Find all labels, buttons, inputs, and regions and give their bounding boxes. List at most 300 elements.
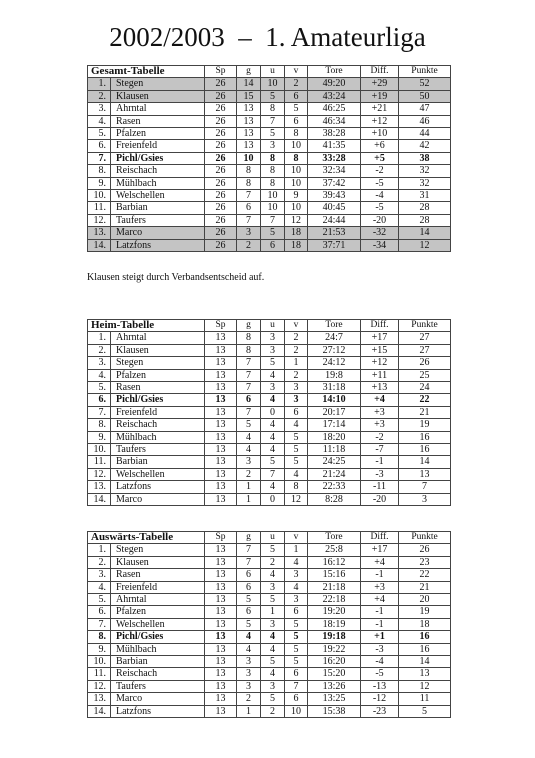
won-cell: 7	[237, 382, 261, 394]
goals-cell: 22:33	[308, 481, 361, 493]
diff-cell: +4	[361, 394, 399, 406]
drawn-cell: 4	[261, 369, 285, 381]
table-row	[88, 468, 451, 480]
team-cell: Stegen	[111, 78, 205, 90]
table-row	[88, 693, 451, 705]
drawn-cell: 0	[261, 406, 285, 418]
played-cell: 26	[205, 239, 237, 251]
team-cell: Reischach	[111, 419, 205, 431]
rank-cell: 11.	[88, 202, 111, 214]
table-row	[88, 594, 451, 606]
won-cell: 1	[237, 481, 261, 493]
played-cell: 13	[205, 705, 237, 717]
diff-cell: -2	[361, 165, 399, 177]
team-cell: Reischach	[111, 165, 205, 177]
lost-cell: 6	[285, 406, 308, 418]
played-cell: 13	[205, 456, 237, 468]
table-row	[88, 431, 451, 443]
team-cell: Freienfeld	[111, 581, 205, 593]
team-cell: Pichl/Gsies	[111, 631, 205, 643]
diff-cell: +11	[361, 369, 399, 381]
rank-cell: 14.	[88, 239, 111, 251]
team-cell: Stegen	[111, 357, 205, 369]
table-row	[88, 668, 451, 680]
drawn-cell: 10	[261, 202, 285, 214]
table-row	[88, 332, 451, 344]
won-cell: 6	[237, 581, 261, 593]
diff-cell: -12	[361, 693, 399, 705]
lost-cell: 8	[285, 128, 308, 140]
points-cell: 13	[399, 468, 451, 480]
points-cell: 27	[399, 344, 451, 356]
goals-cell: 24:25	[308, 456, 361, 468]
table-row	[88, 202, 451, 214]
team-cell: Mühlbach	[111, 431, 205, 443]
lost-cell: 5	[285, 656, 308, 668]
team-cell: Latzfons	[111, 481, 205, 493]
team-cell: Reischach	[111, 668, 205, 680]
played-cell: 13	[205, 569, 237, 581]
drawn-cell: 3	[261, 332, 285, 344]
played-cell: 13	[205, 357, 237, 369]
heim-table	[87, 319, 451, 506]
won-cell: 6	[237, 569, 261, 581]
won-cell: 8	[237, 165, 261, 177]
won-cell: 13	[237, 103, 261, 115]
diff-cell: +6	[361, 140, 399, 152]
played-cell: 13	[205, 406, 237, 418]
rank-cell: 7.	[88, 618, 111, 630]
points-cell: 31	[399, 190, 451, 202]
rank-cell: 5.	[88, 382, 111, 394]
column-header: Diff.	[361, 532, 399, 544]
diff-cell: -20	[361, 214, 399, 226]
drawn-cell: 4	[261, 394, 285, 406]
drawn-cell: 3	[261, 140, 285, 152]
lost-cell: 7	[285, 680, 308, 692]
goals-cell: 24:44	[308, 214, 361, 226]
table-row	[88, 419, 451, 431]
played-cell: 13	[205, 544, 237, 556]
column-header: Tore	[308, 320, 361, 332]
goals-cell: 46:34	[308, 115, 361, 127]
points-cell: 26	[399, 544, 451, 556]
lost-cell: 6	[285, 90, 308, 102]
table-row	[88, 239, 451, 251]
diff-cell: +3	[361, 419, 399, 431]
goals-cell: 22:18	[308, 594, 361, 606]
page-title: 2002/2003 – 1. Amateurliga	[109, 22, 426, 52]
team-cell: Ahrntal	[111, 594, 205, 606]
goals-cell: 15:16	[308, 569, 361, 581]
goals-cell: 24:12	[308, 357, 361, 369]
rank-cell: 13.	[88, 693, 111, 705]
drawn-cell: 3	[261, 382, 285, 394]
won-cell: 3	[237, 656, 261, 668]
diff-cell: +15	[361, 344, 399, 356]
goals-cell: 27:12	[308, 344, 361, 356]
column-header: Sp	[205, 66, 237, 78]
drawn-cell: 10	[261, 190, 285, 202]
goals-cell: 24:7	[308, 332, 361, 344]
team-cell: Pfalzen	[111, 128, 205, 140]
drawn-cell: 8	[261, 103, 285, 115]
drawn-cell: 5	[261, 357, 285, 369]
points-cell: 22	[399, 394, 451, 406]
table-row	[88, 581, 451, 593]
points-cell: 32	[399, 165, 451, 177]
points-cell: 20	[399, 594, 451, 606]
column-header: u	[261, 320, 285, 332]
points-cell: 32	[399, 177, 451, 189]
rank-cell: 13.	[88, 481, 111, 493]
column-header: Diff.	[361, 66, 399, 78]
points-cell: 28	[399, 214, 451, 226]
diff-cell: -5	[361, 668, 399, 680]
points-cell: 27	[399, 332, 451, 344]
table-row	[88, 406, 451, 418]
points-cell: 21	[399, 406, 451, 418]
drawn-cell: 0	[261, 493, 285, 505]
lost-cell: 10	[285, 705, 308, 717]
diff-cell: +17	[361, 544, 399, 556]
column-header: Diff.	[361, 320, 399, 332]
points-cell: 18	[399, 618, 451, 630]
team-cell: Ahrntal	[111, 103, 205, 115]
points-cell: 24	[399, 382, 451, 394]
points-cell: 7	[399, 481, 451, 493]
drawn-cell: 4	[261, 631, 285, 643]
table-row	[88, 556, 451, 568]
table-row	[88, 493, 451, 505]
won-cell: 8	[237, 344, 261, 356]
played-cell: 13	[205, 431, 237, 443]
goals-cell: 17:14	[308, 419, 361, 431]
rank-cell: 9.	[88, 431, 111, 443]
lost-cell: 5	[285, 643, 308, 655]
won-cell: 7	[237, 369, 261, 381]
points-cell: 28	[399, 202, 451, 214]
team-cell: Marco	[111, 693, 205, 705]
played-cell: 26	[205, 165, 237, 177]
points-cell: 42	[399, 140, 451, 152]
diff-cell: +19	[361, 90, 399, 102]
promotion-note: Klausen steigt durch Verbandsentscheid auf.	[87, 272, 265, 283]
diff-cell: -32	[361, 227, 399, 239]
rank-cell: 2.	[88, 90, 111, 102]
table-row	[88, 227, 451, 239]
team-cell: Rasen	[111, 569, 205, 581]
won-cell: 7	[237, 406, 261, 418]
points-cell: 13	[399, 668, 451, 680]
diff-cell: +5	[361, 152, 399, 164]
won-cell: 1	[237, 705, 261, 717]
diff-cell: +1	[361, 631, 399, 643]
team-cell: Stegen	[111, 544, 205, 556]
goals-cell: 37:42	[308, 177, 361, 189]
table-row	[88, 90, 451, 102]
diff-cell: -2	[361, 431, 399, 443]
drawn-cell: 4	[261, 419, 285, 431]
diff-cell: -1	[361, 569, 399, 581]
played-cell: 13	[205, 419, 237, 431]
goals-cell: 37:71	[308, 239, 361, 251]
won-cell: 3	[237, 227, 261, 239]
played-cell: 26	[205, 152, 237, 164]
played-cell: 13	[205, 581, 237, 593]
lost-cell: 6	[285, 668, 308, 680]
diff-cell: -20	[361, 493, 399, 505]
column-header: u	[261, 66, 285, 78]
diff-cell: +12	[361, 357, 399, 369]
goals-cell: 39:43	[308, 190, 361, 202]
points-cell: 44	[399, 128, 451, 140]
drawn-cell: 5	[261, 90, 285, 102]
lost-cell: 2	[285, 344, 308, 356]
goals-cell: 19:22	[308, 643, 361, 655]
diff-cell: -23	[361, 705, 399, 717]
won-cell: 5	[237, 594, 261, 606]
played-cell: 13	[205, 643, 237, 655]
lost-cell: 4	[285, 556, 308, 568]
table-row	[88, 152, 451, 164]
team-cell: Latzfons	[111, 705, 205, 717]
won-cell: 15	[237, 90, 261, 102]
diff-cell: -13	[361, 680, 399, 692]
drawn-cell: 3	[261, 680, 285, 692]
points-cell: 14	[399, 456, 451, 468]
lost-cell: 10	[285, 202, 308, 214]
lost-cell: 12	[285, 493, 308, 505]
table-row	[88, 656, 451, 668]
team-cell: Pichl/Gsies	[111, 394, 205, 406]
goals-cell: 13:26	[308, 680, 361, 692]
team-cell: Taufers	[111, 680, 205, 692]
won-cell: 6	[237, 606, 261, 618]
column-header: Tore	[308, 66, 361, 78]
rank-cell: 4.	[88, 581, 111, 593]
won-cell: 3	[237, 668, 261, 680]
won-cell: 7	[237, 214, 261, 226]
goals-cell: 49:20	[308, 78, 361, 90]
played-cell: 26	[205, 202, 237, 214]
won-cell: 8	[237, 332, 261, 344]
column-header: g	[237, 66, 261, 78]
goals-cell: 18:20	[308, 431, 361, 443]
team-cell: Welschellen	[111, 190, 205, 202]
won-cell: 5	[237, 618, 261, 630]
table-row	[88, 190, 451, 202]
table-row	[88, 357, 451, 369]
played-cell: 26	[205, 78, 237, 90]
lost-cell: 1	[285, 544, 308, 556]
points-cell: 26	[399, 357, 451, 369]
diff-cell: -11	[361, 481, 399, 493]
goals-cell: 32:34	[308, 165, 361, 177]
goals-cell: 16:12	[308, 556, 361, 568]
table-row	[88, 643, 451, 655]
rank-cell: 5.	[88, 594, 111, 606]
points-cell: 19	[399, 419, 451, 431]
column-header: Sp	[205, 532, 237, 544]
points-cell: 3	[399, 493, 451, 505]
diff-cell: +17	[361, 332, 399, 344]
diff-cell: -4	[361, 190, 399, 202]
table-row	[88, 680, 451, 692]
lost-cell: 2	[285, 369, 308, 381]
lost-cell: 3	[285, 382, 308, 394]
points-cell: 14	[399, 227, 451, 239]
auswaerts-table	[87, 531, 451, 718]
team-cell: Marco	[111, 493, 205, 505]
rank-cell: 6.	[88, 394, 111, 406]
rank-cell: 9.	[88, 643, 111, 655]
won-cell: 13	[237, 115, 261, 127]
goals-cell: 15:38	[308, 705, 361, 717]
won-cell: 4	[237, 431, 261, 443]
rank-cell: 14.	[88, 705, 111, 717]
diff-cell: +3	[361, 406, 399, 418]
points-cell: 5	[399, 705, 451, 717]
column-header: u	[261, 532, 285, 544]
table-row	[88, 631, 451, 643]
team-cell: Taufers	[111, 214, 205, 226]
played-cell: 26	[205, 190, 237, 202]
table-row	[88, 177, 451, 189]
won-cell: 8	[237, 177, 261, 189]
goals-cell: 40:45	[308, 202, 361, 214]
rank-cell: 2.	[88, 344, 111, 356]
column-header: Tore	[308, 532, 361, 544]
column-header: g	[237, 320, 261, 332]
diff-cell: +10	[361, 128, 399, 140]
drawn-cell: 4	[261, 643, 285, 655]
lost-cell: 10	[285, 165, 308, 177]
goals-cell: 19:8	[308, 369, 361, 381]
diff-cell: +29	[361, 78, 399, 90]
table-row	[88, 544, 451, 556]
points-cell: 12	[399, 239, 451, 251]
table-row	[88, 140, 451, 152]
lost-cell: 18	[285, 227, 308, 239]
drawn-cell: 6	[261, 239, 285, 251]
rank-cell: 3.	[88, 103, 111, 115]
diff-cell: +13	[361, 382, 399, 394]
drawn-cell: 5	[261, 227, 285, 239]
drawn-cell: 1	[261, 606, 285, 618]
won-cell: 13	[237, 128, 261, 140]
team-cell: Freienfeld	[111, 406, 205, 418]
rank-cell: 12.	[88, 468, 111, 480]
rank-cell: 10.	[88, 656, 111, 668]
goals-cell: 38:28	[308, 128, 361, 140]
diff-cell: +12	[361, 115, 399, 127]
diff-cell: +3	[361, 581, 399, 593]
goals-cell: 18:19	[308, 618, 361, 630]
played-cell: 13	[205, 556, 237, 568]
lost-cell: 9	[285, 190, 308, 202]
lost-cell: 8	[285, 481, 308, 493]
points-cell: 12	[399, 680, 451, 692]
table-row	[88, 382, 451, 394]
lost-cell: 6	[285, 115, 308, 127]
goals-cell: 31:18	[308, 382, 361, 394]
column-header: v	[285, 66, 308, 78]
drawn-cell: 8	[261, 152, 285, 164]
rank-cell: 10.	[88, 190, 111, 202]
table-row	[88, 456, 451, 468]
goals-cell: 33:28	[308, 152, 361, 164]
diff-cell: +4	[361, 594, 399, 606]
lost-cell: 4	[285, 419, 308, 431]
goals-cell: 15:20	[308, 668, 361, 680]
drawn-cell: 4	[261, 431, 285, 443]
won-cell: 5	[237, 419, 261, 431]
goals-cell: 25:8	[308, 544, 361, 556]
table-row	[88, 606, 451, 618]
table-row	[88, 481, 451, 493]
team-cell: Marco	[111, 227, 205, 239]
points-cell: 16	[399, 631, 451, 643]
won-cell: 7	[237, 544, 261, 556]
goals-cell: 13:25	[308, 693, 361, 705]
points-cell: 50	[399, 90, 451, 102]
lost-cell: 3	[285, 394, 308, 406]
lost-cell: 12	[285, 214, 308, 226]
team-cell: Barbian	[111, 656, 205, 668]
drawn-cell: 5	[261, 594, 285, 606]
played-cell: 26	[205, 214, 237, 226]
won-cell: 13	[237, 140, 261, 152]
points-cell: 52	[399, 78, 451, 90]
diff-cell: -1	[361, 618, 399, 630]
points-cell: 25	[399, 369, 451, 381]
rank-cell: 8.	[88, 631, 111, 643]
rank-cell: 8.	[88, 419, 111, 431]
diff-cell: -5	[361, 177, 399, 189]
table-row	[88, 344, 451, 356]
lost-cell: 6	[285, 693, 308, 705]
table-row	[88, 369, 451, 381]
won-cell: 1	[237, 493, 261, 505]
lost-cell: 1	[285, 357, 308, 369]
lost-cell: 5	[285, 103, 308, 115]
points-cell: 14	[399, 656, 451, 668]
rank-cell: 8.	[88, 165, 111, 177]
team-cell: Pichl/Gsies	[111, 152, 205, 164]
points-cell: 16	[399, 444, 451, 456]
team-cell: Klausen	[111, 556, 205, 568]
points-cell: 22	[399, 569, 451, 581]
table-row	[88, 444, 451, 456]
won-cell: 6	[237, 394, 261, 406]
column-header: v	[285, 320, 308, 332]
drawn-cell: 3	[261, 618, 285, 630]
table-title: Heim-Tabelle	[88, 320, 205, 332]
diff-cell: -3	[361, 468, 399, 480]
gesamt-table	[87, 65, 451, 252]
drawn-cell: 4	[261, 481, 285, 493]
lost-cell: 10	[285, 140, 308, 152]
rank-cell: 9.	[88, 177, 111, 189]
column-header: Punkte	[399, 532, 451, 544]
played-cell: 13	[205, 693, 237, 705]
drawn-cell: 5	[261, 544, 285, 556]
won-cell: 2	[237, 239, 261, 251]
team-cell: Rasen	[111, 382, 205, 394]
played-cell: 13	[205, 606, 237, 618]
lost-cell: 5	[285, 456, 308, 468]
